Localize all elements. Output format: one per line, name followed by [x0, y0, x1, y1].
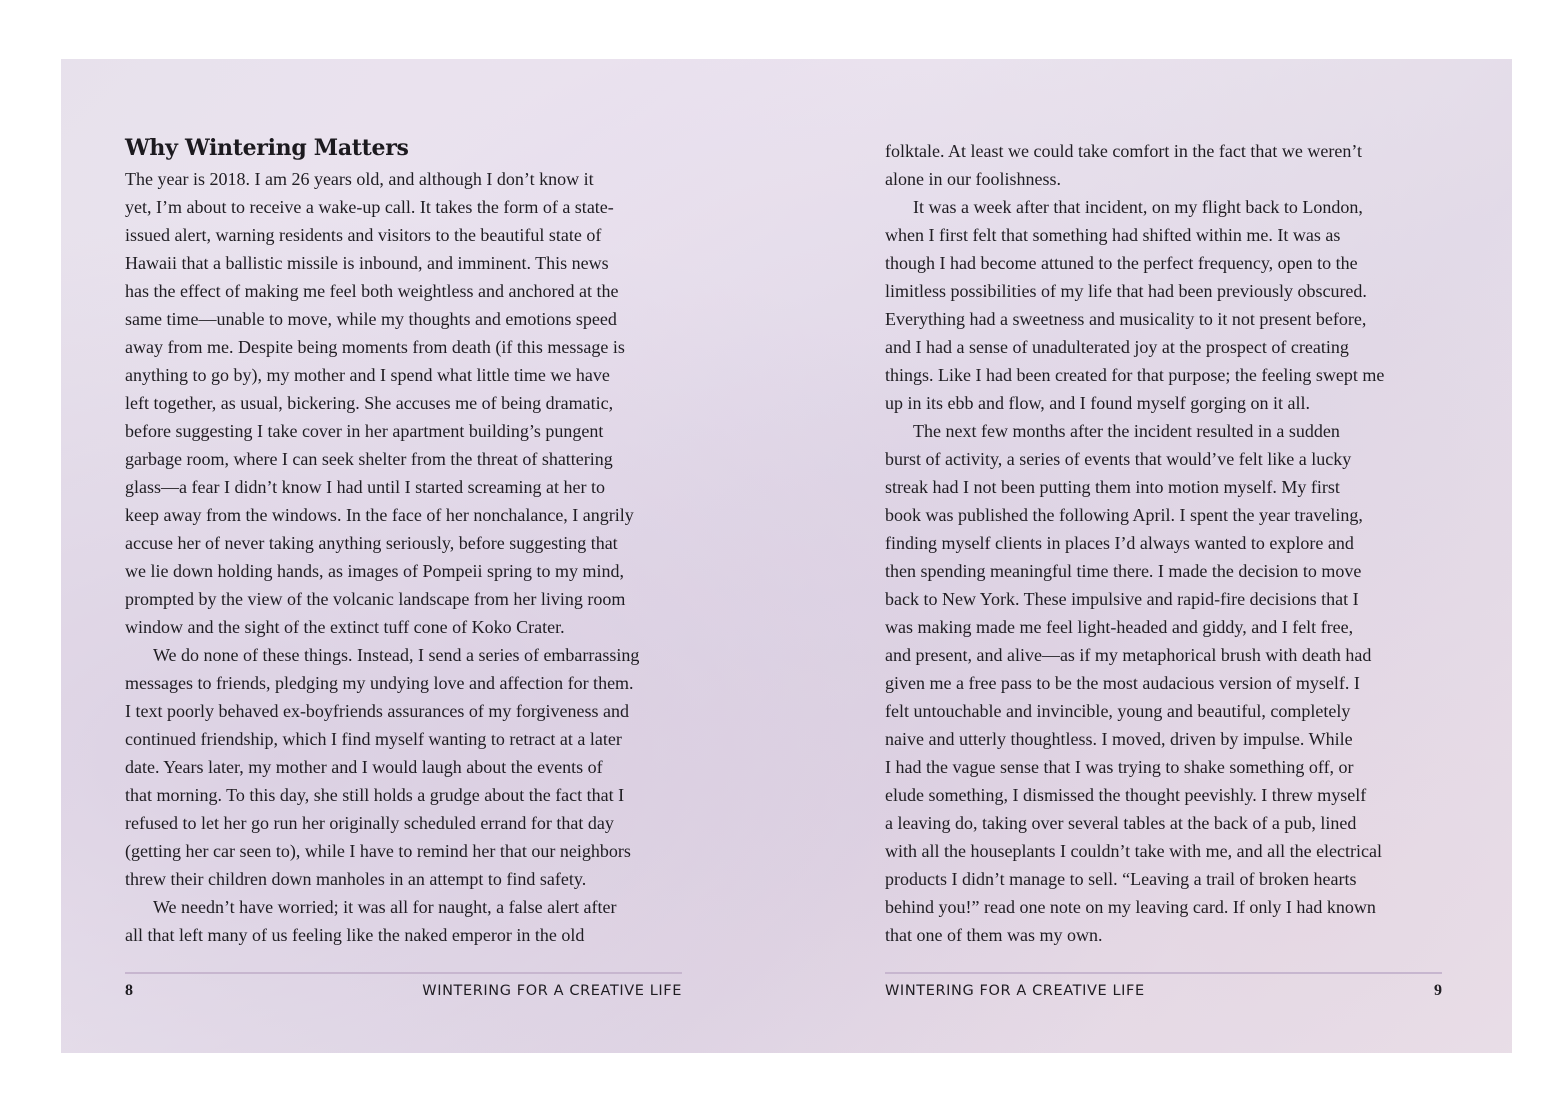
text-line: alone in our foolishness. [885, 169, 1061, 189]
text-line: continued friendship, which I find myself wanting to retract at a later [125, 729, 622, 749]
section-heading: Why Wintering Matters [125, 135, 409, 161]
text-line: threw their children down manholes in an attempt to find safety. [125, 869, 587, 889]
text-line: garbage room, where I can seek shelter from the threat of shattering [125, 449, 613, 469]
footer-rule [885, 972, 1442, 974]
text-line: It was a week after that incident, on my flight back to London, [913, 197, 1363, 217]
text-line: Hawaii that a ballistic missile is inbound, and imminent. This news [125, 253, 609, 273]
text-line: We needn’t have worried; it was all for naught, a false alert after [153, 897, 617, 917]
book-spread [61, 59, 1512, 1053]
text-line: with all the houseplants I couldn’t take with me, and all the electrical [885, 841, 1383, 861]
right-page [885, 59, 1442, 1053]
text-line: and present, and alive—as if my metaphorical brush with death had [885, 645, 1372, 665]
text-line: felt untouchable and invincible, young and beautiful, completely [885, 701, 1351, 721]
page-number: 9 [1434, 982, 1442, 999]
text-line: We do none of these things. Instead, I send a series of embarrassing [153, 645, 640, 665]
text-line: a leaving do, taking over several tables at the back of a pub, lined [885, 813, 1357, 833]
text-line: was making made me feel light-headed and giddy, and I felt free, [885, 617, 1354, 637]
text-line: back to New York. These impulsive and rapid-fire decisions that I [885, 589, 1359, 609]
text-line: messages to friends, pledging my undying love and affection for them. [125, 673, 634, 693]
text-line: book was published the following April. I spent the year traveling, [885, 505, 1363, 525]
text-line: burst of activity, a series of events that would’ve felt like a lucky [885, 449, 1352, 469]
running-head: WINTERING FOR A CREATIVE LIFE [422, 983, 682, 999]
text-line: The year is 2018. I am 26 years old, and although I don’t know it [125, 169, 594, 189]
text-line: finding myself clients in places I’d always wanted to explore and [885, 533, 1354, 553]
text-line: streak had I not been putting them into motion myself. My first [885, 477, 1340, 497]
text-line: that one of them was my own. [885, 925, 1103, 945]
text-line: all that left many of us feeling like the naked emperor in the old [125, 925, 585, 945]
right-body-text [885, 137, 1450, 949]
text-line: refused to let her go run her originally scheduled errand for that day [125, 813, 614, 833]
running-head: WINTERING FOR A CREATIVE LIFE [885, 983, 1145, 999]
text-line: The next few months after the incident resulted in a sudden [913, 421, 1340, 441]
text-line: window and the sight of the extinct tuff cone of Koko Crater. [125, 617, 565, 637]
text-line: prompted by the view of the volcanic landscape from her living room [125, 589, 626, 609]
text-line: same time—unable to move, while my thoughts and emotions speed [125, 309, 617, 329]
text-line: issued alert, warning residents and visitors to the beautiful state of [125, 225, 602, 245]
left-body-text [125, 165, 690, 949]
text-line: products I didn’t manage to sell. “Leaving a trail of broken hearts [885, 869, 1357, 889]
text-line: elude something, I dismissed the thought peevishly. I threw myself [885, 785, 1367, 805]
text-line: (getting her car seen to), while I have to remind her that our neighbors [125, 841, 631, 861]
text-line: when I first felt that something had shifted within me. It was as [885, 225, 1341, 245]
text-line: limitless possibilities of my life that had been previously obscured. [885, 281, 1367, 301]
text-line: anything to go by), my mother and I spend what little time we have [125, 365, 610, 385]
text-line: date. Years later, my mother and I would laugh about the events of [125, 757, 603, 777]
text-line: has the effect of making me feel both weightless and anchored at the [125, 281, 619, 301]
text-line: naive and utterly thoughtless. I moved, driven by impulse. While [885, 729, 1353, 749]
text-line: then spending meaningful time there. I made the decision to move [885, 561, 1362, 581]
text-line: Everything had a sweetness and musicality to it not present before, [885, 309, 1367, 329]
text-line: folktale. At least we could take comfort in the fact that we weren’t [885, 141, 1362, 161]
text-line: given me a free pass to be the most audacious version of myself. I [885, 673, 1360, 693]
footer-rule [125, 972, 682, 974]
page-number: 8 [125, 982, 133, 999]
text-line: keep away from the windows. In the face of her nonchalance, I angrily [125, 505, 634, 525]
text-line: things. Like I had been created for that purpose; the feeling swept me [885, 365, 1385, 385]
text-line: I text poorly behaved ex-boyfriends assurances of my forgiveness and [125, 701, 630, 721]
text-line: before suggesting I take cover in her apartment building’s pungent [125, 421, 604, 441]
left-page [125, 59, 682, 1053]
text-line: and I had a sense of unadulterated joy at the prospect of creating [885, 337, 1349, 357]
text-line: up in its ebb and flow, and I found myself gorging on it all. [885, 393, 1310, 413]
text-line: that morning. To this day, she still holds a grudge about the fact that I [125, 785, 625, 805]
text-line: left together, as usual, bickering. She accuses me of being dramatic, [125, 393, 614, 413]
text-line: though I had become attuned to the perfect frequency, open to the [885, 253, 1358, 273]
text-line: I had the vague sense that I was trying to shake something off, or [885, 757, 1354, 777]
text-line: glass—a fear I didn’t know I had until I started screaming at her to [125, 477, 606, 497]
text-line: we lie down holding hands, as images of Pompeii spring to my mind, [125, 561, 624, 581]
text-line: yet, I’m about to receive a wake-up call. It takes the form of a state- [125, 197, 614, 217]
text-line: behind you!” read one note on my leaving card. If only I had known [885, 897, 1376, 917]
text-line: away from me. Despite being moments from death (if this message is [125, 337, 625, 357]
text-line: accuse her of never taking anything seriously, before suggesting that [125, 533, 618, 553]
